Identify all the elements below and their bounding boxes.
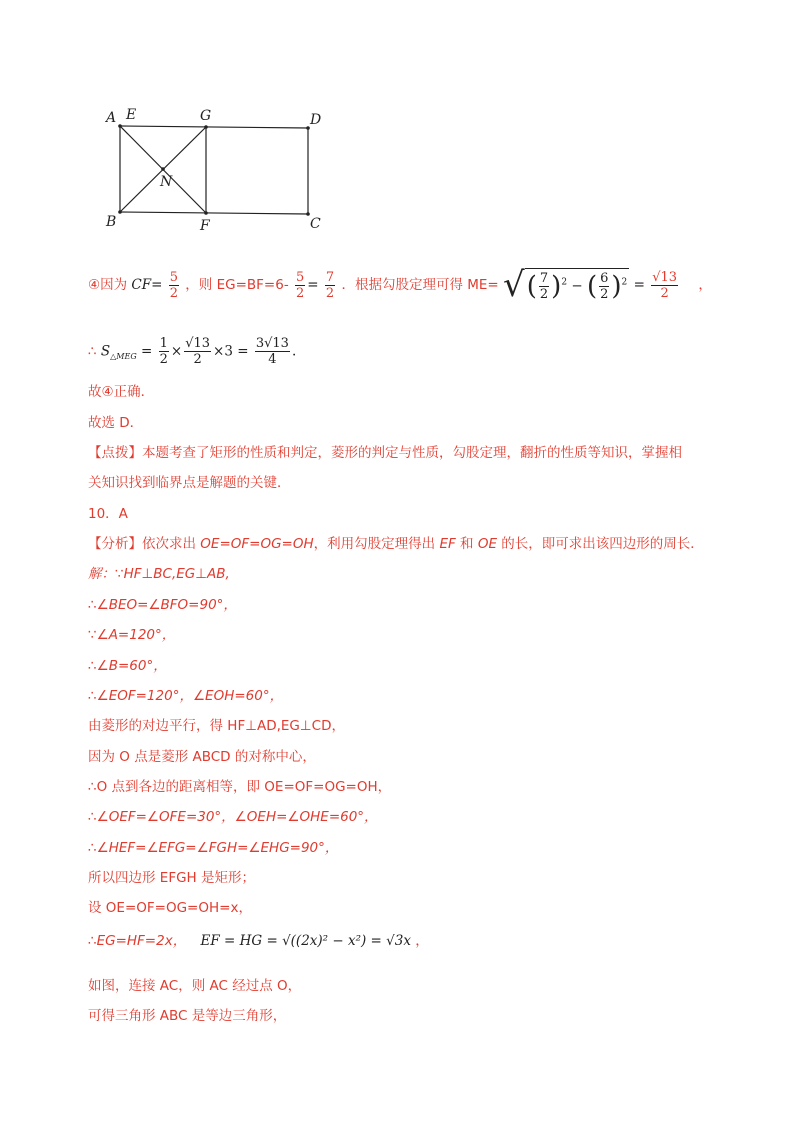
- label-D: D: [310, 112, 322, 128]
- solution-line: 由菱形的对边平行，得 HF⊥AD,EG⊥CD，: [88, 718, 345, 734]
- area-formula-line: ∴ $S_{\triangle MEG}$ = $\frac{1}{2}$ × $\frac{√13}{2}$ ×3 = $\frac{3√13}{4}$ .: [88, 336, 297, 367]
- label-C: C: [310, 216, 321, 232]
- conclusion-4: 故④正确．: [88, 384, 155, 400]
- segment-BC: [120, 212, 308, 214]
- solution-line: ∴∠HEF=∠EFG=∠FGH=∠EHG=90°，: [88, 840, 339, 856]
- analysis-line: 【分析】依次求出 OE=OF=OG=OH，利用勾股定理得出 EF 和 OE 的长，即可求出该四边形的周长．: [88, 536, 704, 552]
- label-N: N: [160, 174, 173, 190]
- sqrt-expression: √( $\frac{7}{2}$ )$^2$ − ( $\frac{6}{2}$ )$^2$: [503, 265, 628, 305]
- math-cf: CF: [131, 277, 152, 293]
- fraction: $\frac{7}{2}$: [325, 269, 335, 301]
- solution-line: ∴∠B=60°，: [88, 658, 167, 674]
- step-4-line: ④因为 CF= $\frac{5}{2}$ ，则 EG=BF=6- $\frac{5}{2}$ = $\frac{7}{2}$ ．根据勾股定理可得 ME= √( $\frac{7}{2}$ )$^2$ − ( $\frac{6}{2}$ )$^2$ = $\frac{√13}{2}$ ，: [88, 265, 712, 305]
- solution-line: ∵∠A=120°，: [88, 627, 176, 643]
- eg-line: ∴EG=HF=2x， EF = HG = √((2x)² − x²) = √3x ，: [88, 933, 429, 949]
- solution-line: 解：∵HF⊥BC,EG⊥AB,: [88, 566, 230, 582]
- tip-line-1: 【点拨】本题考查了矩形的性质和判定，菱形的判定与性质，勾股定理，翻折的性质等知识，掌握相: [88, 445, 682, 461]
- solution-line: ∴∠EOF=120°，∠EOH=60°，: [88, 688, 284, 704]
- text: ．根据勾股定理可得 ME=: [341, 277, 499, 293]
- label-F: F: [200, 218, 210, 234]
- fraction: $\frac{√13}{2}$: [652, 269, 678, 301]
- text: ，则 EG=BF=6-: [185, 277, 289, 293]
- solution-line: 所以四边形 EFGH 是矩形；: [88, 870, 255, 886]
- solution-line: 因为 O 点是菱形 ABCD 的对称中心，: [88, 749, 316, 765]
- segment-AD: [120, 126, 308, 128]
- tip-line-2: 关知识找到临界点是解题的关键．: [88, 475, 291, 491]
- answer-choice: 故选 D．: [88, 415, 144, 431]
- text: ④因为: [88, 277, 128, 293]
- question-10-answer: 10．A: [88, 506, 128, 522]
- label-A: A: [106, 110, 117, 126]
- rectangle-figure: [100, 100, 340, 235]
- label-G: G: [200, 108, 212, 124]
- fraction: $\frac{5}{2}$: [296, 269, 305, 301]
- label-E: E: [126, 107, 137, 123]
- solution-line: ∴∠BEO=∠BFO=90°，: [88, 597, 237, 613]
- fraction: $\frac{5}{2}$: [169, 269, 178, 301]
- final-line: 可得三角形 ABC 是等边三角形，: [88, 1008, 287, 1024]
- solution-line: ∴O 点到各边的距离相等，即 OE=OF=OG=OH，: [88, 779, 392, 795]
- math-eq: =: [151, 277, 163, 293]
- label-B: B: [106, 214, 117, 230]
- final-line: 如图，连接 AC，则 AC 经过点 O，: [88, 978, 302, 994]
- solution-line: ∴∠OEF=∠OFE=30°，∠OEH=∠OHE=60°，: [88, 809, 378, 825]
- solution-line: 设 OE=OF=OG=OH=x，: [88, 900, 252, 916]
